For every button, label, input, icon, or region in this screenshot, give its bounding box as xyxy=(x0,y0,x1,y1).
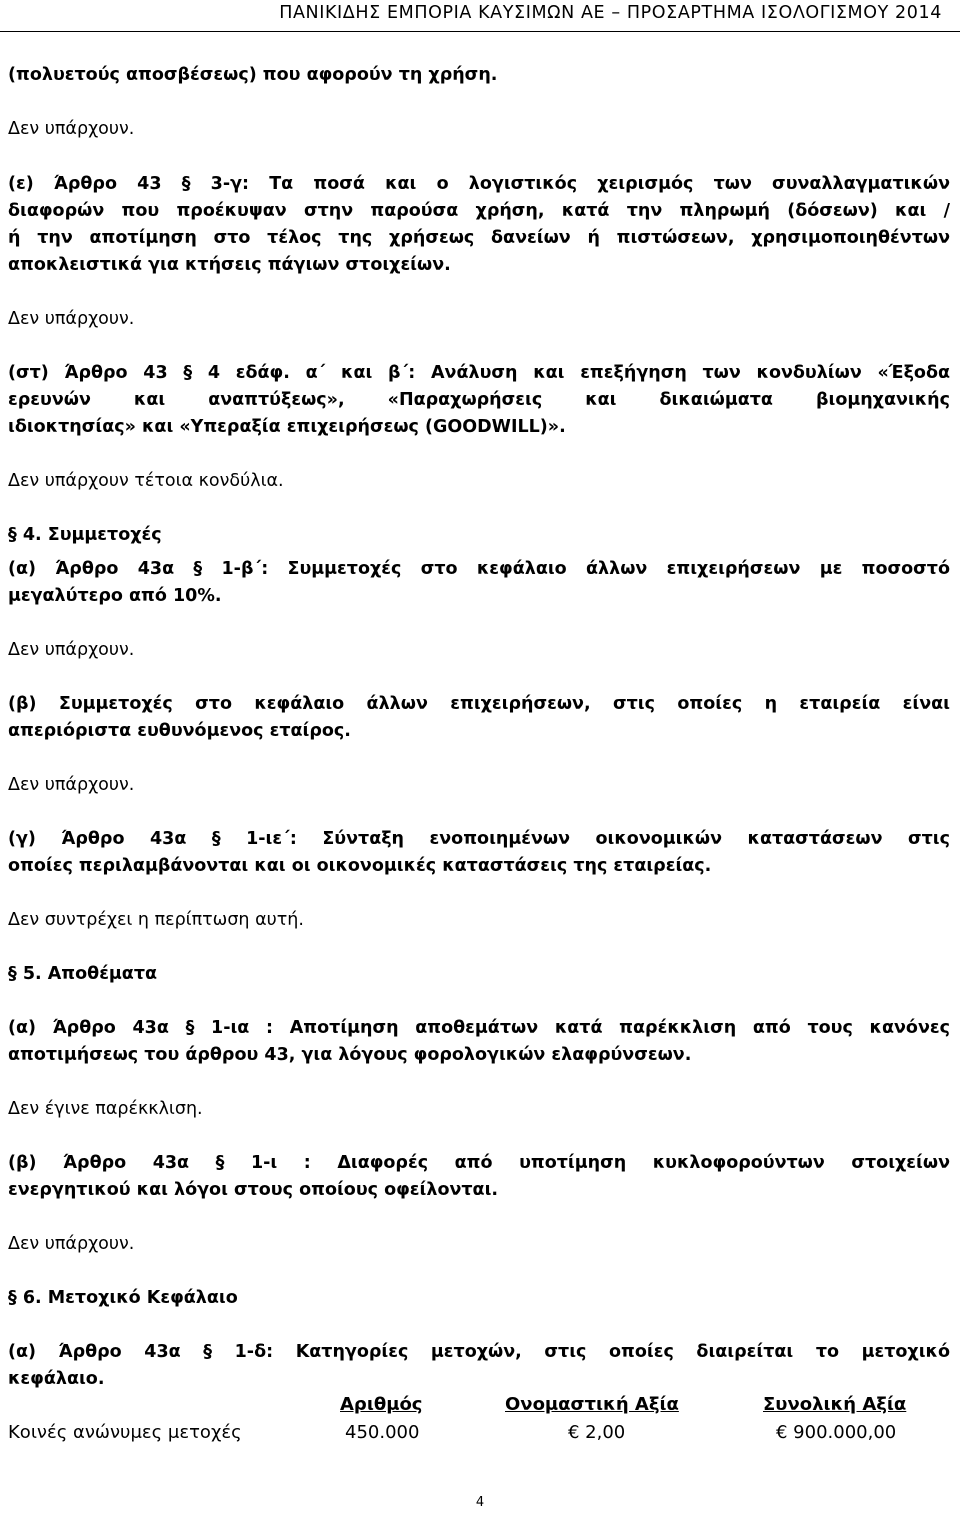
section-e-title-line1: (ε) Άρθρο 43 § 3-γ: Τα ποσά και ο λογιστικός χειρισμός των συναλλαγματικών xyxy=(8,174,950,194)
response-text: Δεν υπάρχουν. xyxy=(8,775,135,795)
row-nominal: € 2,00 xyxy=(568,1422,626,1443)
page-number: 4 xyxy=(475,1495,485,1510)
header-title: ΠΑΝΙΚΙΔΗΣ ΕΜΠΟΡΙΑ ΚΑΥΣΙΜΩΝ ΑΕ – ΠΡΟΣΑΡΤΗΜΑ ΙΣΟΛΟΓΙΣΜΟΥ 2014 xyxy=(279,3,942,23)
response-text: Δεν έγινε παρέκκλιση. xyxy=(8,1099,203,1119)
response-text: Δεν υπάρχουν. xyxy=(8,1234,135,1254)
section-4b-title-line2: απεριόριστα ευθυνόμενος εταίρος. xyxy=(8,721,351,741)
section-6-heading: § 6. Μετοχικό Κεφάλαιο xyxy=(8,1288,238,1308)
section-4c-title-line1: (γ) Άρθρο 43α § 1-ιε΄: Σύνταξη ενοποιημένων οικονομικών καταστάσεων στις xyxy=(8,829,950,849)
section-5a-title-line1: (α) Άρθρο 43α § 1-ια : Αποτίμηση αποθεμάτων κατά παρέκκλιση από τους κανόνες xyxy=(8,1018,950,1038)
section-6a-title-line1: (α) Άρθρο 43α § 1-δ: Κατηγορίες μετοχών, στις οποίες διαιρείται το μετοχικό xyxy=(8,1342,950,1362)
response-text: Δεν υπάρχουν. xyxy=(8,119,135,139)
section-4-heading: § 4. Συμμετοχές xyxy=(8,525,162,545)
section-st-title-line2: ερευνών και αναπτύξεως», «Παραχωρήσεις και δικαιώματα βιομηχανικής xyxy=(8,390,950,410)
response-text: Δεν υπάρχουν τέτοια κονδύλια. xyxy=(8,471,284,491)
response-text: Δεν συντρέχει η περίπτωση αυτή. xyxy=(8,910,304,930)
row-total: € 900.000,00 xyxy=(776,1422,897,1443)
page-header xyxy=(0,0,960,32)
section-4b-title-line1: (β) Συμμετοχές στο κεφάλαιο άλλων επιχειρήσεων, στις οποίες η εταιρεία είναι xyxy=(8,694,950,714)
section-5-heading: § 5. Αποθέματα xyxy=(8,964,158,984)
section-e-title-line2: διαφορών που προέκυψαν στην παρούσα χρήση, κατά την πληρωμή (δόσεων) και / xyxy=(8,201,950,221)
row-count: 450.000 xyxy=(345,1422,420,1443)
share-table-row xyxy=(8,1422,950,1448)
section-st-title-line3: ιδιοκτησίας» και «Υπεραξία επιχειρήσεως (GOODWILL)». xyxy=(8,417,566,437)
paragraph-continuation: (πολυετούς αποσβέσεως) που αφορούν τη χρήση. xyxy=(8,65,498,85)
section-4a-title-line1: (α) Άρθρο 43α § 1-β΄: Συμμετοχές στο κεφάλαιο άλλων επιχειρήσεων με ποσοστό xyxy=(8,559,950,579)
share-table-header xyxy=(8,1394,950,1420)
section-e-title-line4: αποκλειστικά για κτήσεις πάγιων στοιχείων. xyxy=(8,255,451,275)
section-e-title-line3: ή την αποτίμηση στο τέλος της χρήσεως δανείων ή πιστώσεων, χρησιμοποιηθέντων xyxy=(8,228,950,248)
col-header-total: Συνολική Αξία xyxy=(763,1394,907,1415)
section-5b-title-line2: ενεργητικού και λόγοι στους οποίους οφείλονται. xyxy=(8,1180,499,1200)
col-header-nominal: Ονομαστική Αξία xyxy=(505,1394,679,1415)
response-text: Δεν υπάρχουν. xyxy=(8,640,135,660)
col-header-count: Αριθμός xyxy=(340,1394,423,1415)
section-st-title-line1: (στ) Άρθρο 43 § 4 εδάφ. α΄ και β΄: Ανάλυση και επεξήγηση των κονδυλίων «Έξοδα xyxy=(8,363,950,383)
row-label: Κοινές ανώνυμες μετοχές xyxy=(8,1422,242,1443)
section-5b-title-line1: (β) Άρθρο 43α § 1-ι : Διαφορές από υποτίμηση κυκλοφορούντων στοιχείων xyxy=(8,1153,950,1173)
section-4a-title-line2: μεγαλύτερο από 10%. xyxy=(8,586,222,606)
section-5a-title-line2: αποτιμήσεως του άρθρου 43, για λόγους φορολογικών ελαφρύνσεων. xyxy=(8,1045,692,1065)
section-6a-title-line2: κεφάλαιο. xyxy=(8,1369,105,1389)
section-4c-title-line2: οποίες περιλαμβάνονται και οι οικονομικές καταστάσεις της εταιρείας. xyxy=(8,856,712,876)
response-text: Δεν υπάρχουν. xyxy=(8,309,135,329)
